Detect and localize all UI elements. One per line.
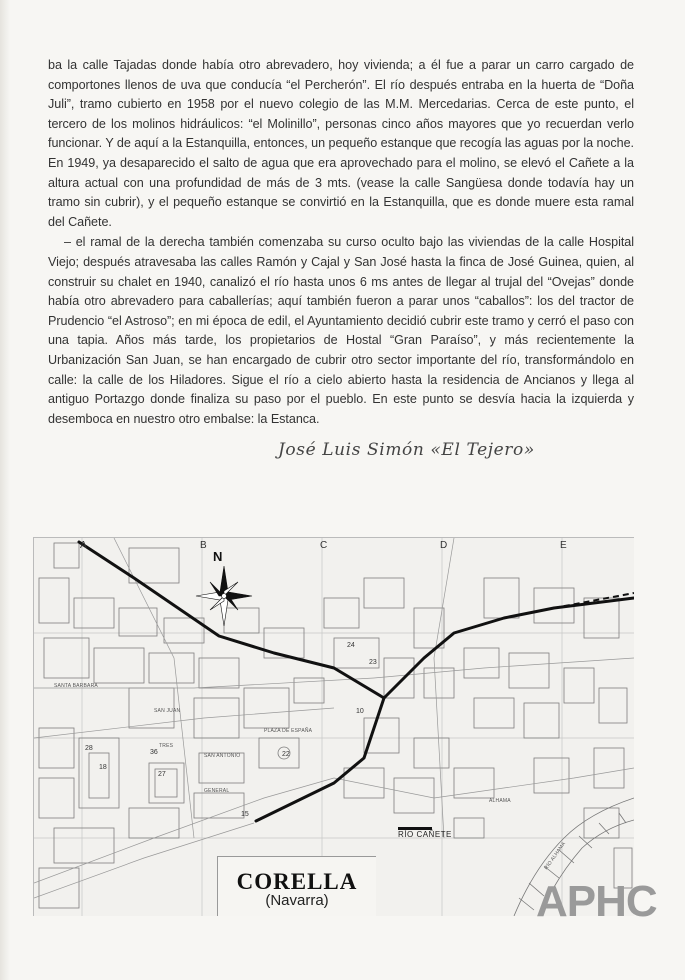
grid-column-label: A — [80, 540, 87, 551]
paragraph: ba la calle Tajadas donde había otro abrevadero, hoy vivienda; a él fue a parar un carro cargado de comportones llenos de uva que conducía “el Percherón”. El río después entraba en la huerta de “Doña Juli”, tramo cubierto en 1958 por el nuevo colegio de las M.M. Mercedarias. Cerca de este punto, el tercero de los molinos hidráulicos: “el Molinillo”, personas cinco años mayores que yo recuerdan verlo funcionar. Y de aquí a la Estanquilla, entonces, un pequeño estanque que recogía las aguas por la noche. En 1949, ya desaparecido el salto de agua que era aprovechado para el molino, se elevó el Cañete a la altura actual con una profundidad de más de 3 mts. (vease la calle Sangüesa donde todavía hay un tramo sin cubrir), y el pequeño estanque se convirtió en la Estanquilla, que es donde muere esta ramal del Cañete. — [48, 58, 634, 229]
street-label: PLAZA DE ESPAÑA — [264, 728, 313, 734]
map-subtitle: (Navarra) — [265, 892, 329, 909]
street-label: TRES — [159, 743, 174, 749]
street-label: SANTA BARBARA — [54, 683, 98, 689]
block-number: 22 — [282, 751, 290, 758]
paragraph: – el ramal de la derecha también comenzaba su curso oculto bajo las viviendas de la calle Hospital Viejo; después atravesaba las calles Ramón y Cajal y San José hasta la finca de José Guinea, quien, al construir su chalet en 1940, canalizó el río hasta unos 6 ms antes de llegar al trujal del “Ovejas” donde había otro abrevadero para caballerías; aquí también fueron a parar unos “caballos”: los del tractor de Prudencio “el Astroso”; en mi época de edil, el Ayuntamiento decidió cubrir este tramo y cerró el paso con una tapia. Años más tarde, los propietarios de Hostal “Gran Paraíso”, y más recientemente la Urbanización San Juan, se han encargado de cubrir otro sector importante del río, transformándolo en calle: la calle de los Hiladores. Sigue el río a cielo abierto hasta la residencia de Ancianos y llega al antiguo Portazgo donde finaliza su paso por el pueblo. En este punto se desvía hacia la izquierda y desemboca en nuestro otro embalse: la Estanca. — [48, 235, 634, 426]
river-label: RÍO ALHAMA — [543, 840, 568, 872]
grid-column-label: C — [320, 540, 328, 551]
watermark-logo: APHC — [536, 877, 657, 926]
town-map — [33, 537, 634, 916]
grid-column-label: E — [560, 540, 567, 551]
street-label: SAN ANTONIO — [204, 753, 241, 759]
map-title-box — [217, 856, 376, 916]
north-label: N — [213, 549, 223, 564]
grid-column-label: B — [200, 540, 207, 551]
block-number: 18 — [99, 764, 107, 771]
grid-column-label: D — [440, 540, 448, 551]
legend-label: RÍO CAÑETE — [398, 830, 452, 839]
map-title: CORELLA — [236, 869, 358, 894]
page-edge — [0, 0, 10, 980]
street-label: SAN JUAN — [154, 708, 181, 714]
block-number: 36 — [150, 749, 158, 756]
author-signature: José Luis Simón «El Tejero» — [278, 440, 535, 460]
block-number: 27 — [158, 771, 166, 778]
block-number: 23 — [369, 659, 377, 666]
block-number: 15 — [241, 811, 249, 818]
article-body — [48, 56, 634, 429]
street-label: GENERAL — [204, 788, 230, 794]
block-number: 10 — [356, 708, 364, 715]
block-number: 28 — [85, 745, 93, 752]
block-number: 24 — [347, 642, 355, 649]
street-label: ALHAMA — [489, 798, 511, 804]
